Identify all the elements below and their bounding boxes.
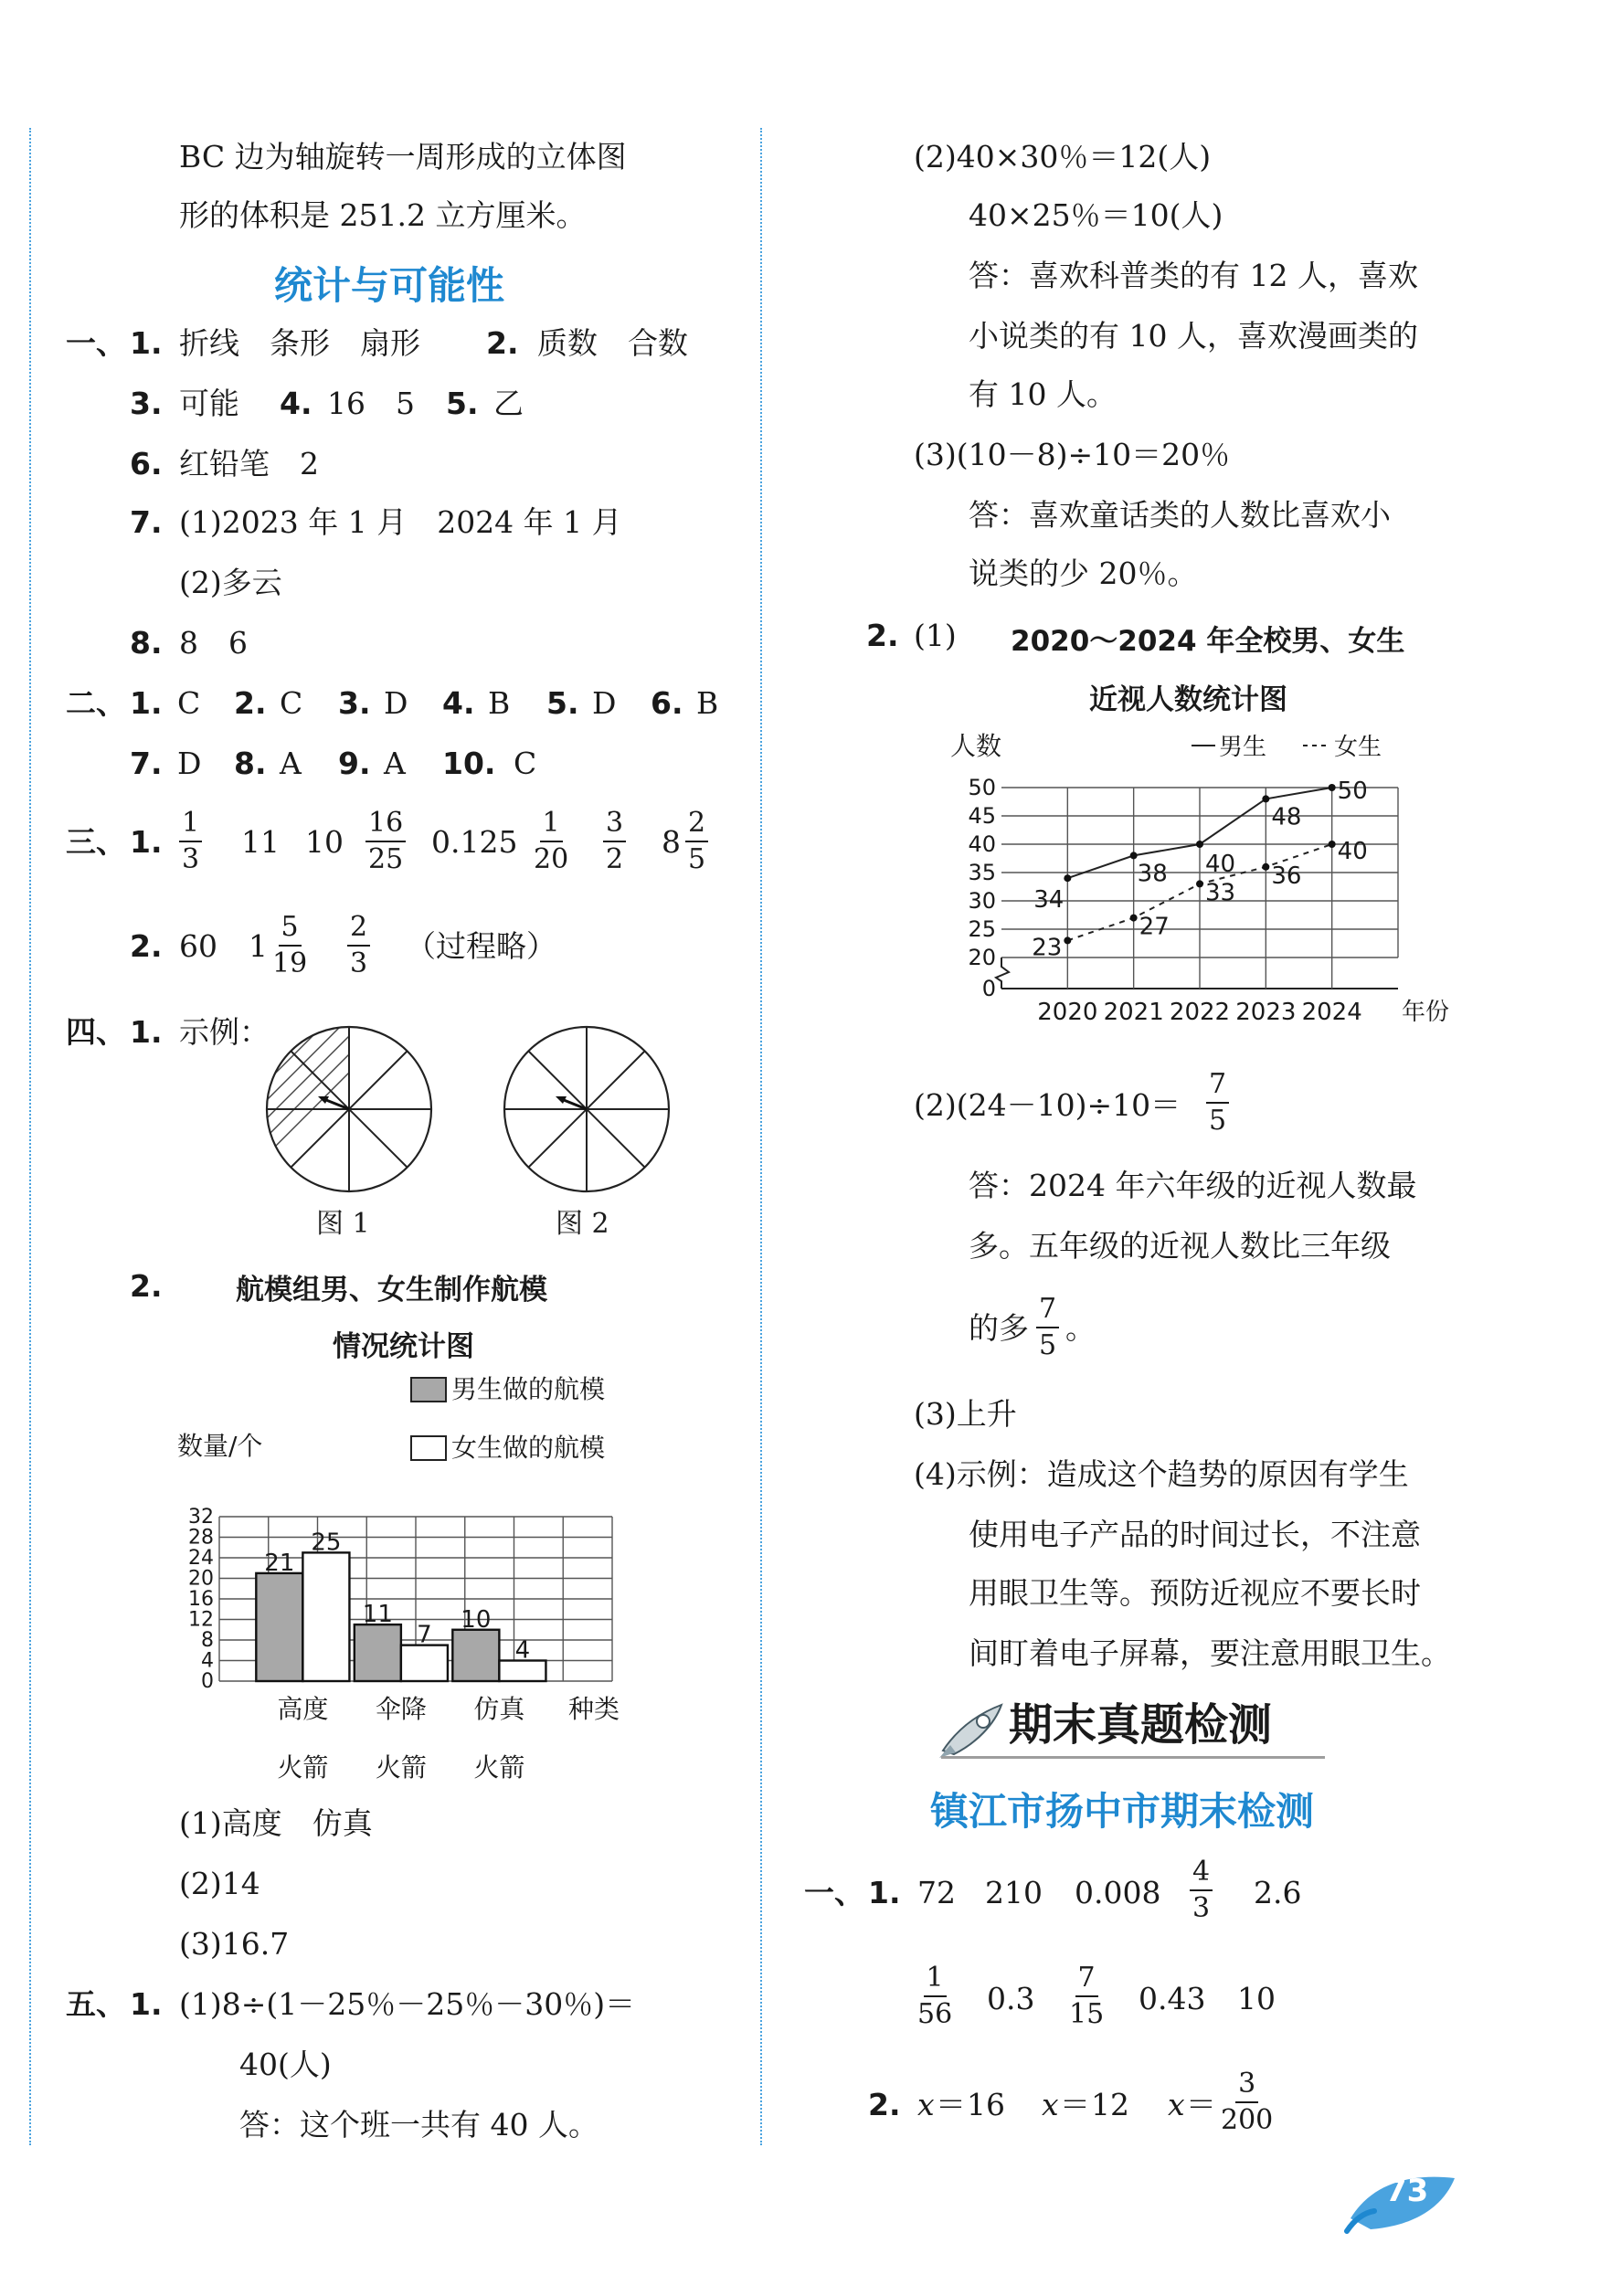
answer: 可能 — [179, 386, 239, 421]
y-tick-label: 12 — [188, 1608, 214, 1632]
line-chart-title-line-1: 2020～2024 年全校男、女生 — [1011, 625, 1405, 658]
numerator: 4 — [1190, 1855, 1213, 1891]
q-number: 7. — [130, 504, 163, 540]
x-tick-label: 2024 — [1301, 999, 1362, 1026]
solution-answer: 间盯着电子屏幕，要注意用眼卫生。 — [969, 1635, 1451, 1671]
fraction — [917, 1961, 952, 2032]
bar-answer-1: (1)高度 仿真 — [179, 1805, 373, 1841]
answer: 12 — [1091, 2087, 1129, 2122]
bar — [401, 1645, 448, 1681]
denominator: 19 — [272, 947, 308, 979]
data-point — [1329, 841, 1336, 848]
answer: C — [514, 746, 537, 781]
section-4-label: 四、 — [66, 1014, 126, 1050]
section-1-label: 一、 — [66, 325, 126, 361]
bar — [355, 1624, 401, 1681]
spinner-figure-2 — [495, 1018, 678, 1201]
equals-sign: ＝ — [936, 2087, 966, 2122]
bar-value-label: 10 — [461, 1605, 492, 1634]
q-number: 8. — [130, 625, 163, 661]
answer: 2.6 — [1254, 1875, 1302, 1910]
fraction — [179, 806, 202, 877]
variable: x — [1042, 2087, 1059, 2122]
answer: 0.008 — [1075, 1875, 1161, 1910]
data-point — [1130, 852, 1138, 859]
data-point — [1130, 915, 1138, 922]
line-chart-title-line-2: 近视人数统计图 — [1089, 683, 1287, 716]
mixed-number-whole: 8 — [662, 824, 681, 860]
q-number: 2. — [130, 928, 163, 964]
equals-sign: ＝ — [1186, 2087, 1216, 2122]
answer: A — [384, 746, 406, 781]
solution-line: (3)(10－8)÷10＝20％ — [914, 437, 1231, 472]
q-number: 3. — [338, 685, 371, 721]
data-label: 48 — [1271, 803, 1302, 831]
answer: 0.125 — [431, 824, 518, 860]
data-label: 40 — [1205, 851, 1236, 878]
bar-chart-title-line-1: 航模组男、女生制作航模 — [236, 1274, 547, 1307]
answer: 11 — [241, 824, 280, 860]
answer: D — [384, 685, 408, 721]
data-label: 50 — [1337, 778, 1368, 805]
solution-answer: 说类的少 20％。 — [969, 555, 1198, 591]
bar-answer-3: (3)16.7 — [179, 1926, 290, 1962]
answer: 8 6 — [179, 625, 248, 661]
y-tick-label: 40 — [968, 831, 996, 857]
q-number: 1. — [130, 1014, 163, 1050]
intro-line-1: BC 边为轴旋转一周形成的立体图 — [179, 139, 627, 175]
x-tick-label: 火箭 — [277, 1752, 329, 1782]
left-margin-line — [29, 128, 31, 2145]
q-number: 5. — [446, 386, 479, 421]
y-tick-label: 4 — [201, 1649, 214, 1673]
mixed-number-whole: 1 — [249, 928, 268, 964]
y-tick-label: 20 — [188, 1567, 214, 1591]
solution-answer: 使用电子产品的时间过长，不注意 — [969, 1517, 1421, 1552]
data-label: 33 — [1205, 879, 1236, 907]
answer: D — [177, 746, 202, 781]
q-number: 8. — [234, 746, 267, 781]
denominator: 2 — [606, 843, 624, 875]
section-5-label: 五、 — [66, 1986, 126, 2022]
y-tick-label: 45 — [968, 803, 996, 829]
solution-line: 40(人) — [239, 2047, 332, 2082]
rocket-icon — [936, 1698, 1009, 1762]
y-tick-label: 35 — [968, 860, 996, 885]
exam-subtitle: 镇江市扬中市期末检测 — [930, 1789, 1315, 1834]
bar-value-label: 4 — [514, 1636, 531, 1665]
q-number: 1. — [130, 824, 163, 860]
y-axis-label: 人数 — [950, 731, 1002, 761]
y-tick-label: 28 — [188, 1526, 214, 1550]
y-tick-label: 8 — [201, 1629, 214, 1652]
data-point — [1329, 784, 1336, 791]
page-number: 73 — [1385, 2173, 1429, 2209]
answer: (2)多云 — [179, 565, 282, 600]
denominator: 3 — [350, 947, 368, 979]
spinner-figure-1 — [258, 1018, 440, 1201]
example-label: 示例： — [179, 1014, 270, 1050]
q-number: 7. — [130, 746, 163, 781]
answer: 10 — [305, 824, 344, 860]
data-point — [1262, 863, 1269, 871]
numerator: 1 — [179, 806, 202, 842]
legend-swatch — [411, 1436, 446, 1460]
denominator: 3 — [1192, 1892, 1211, 1924]
figure-1-caption: 图 1 — [316, 1208, 370, 1240]
denominator: 3 — [182, 843, 200, 875]
denominator: 15 — [1069, 1998, 1105, 2030]
q-number: 1. — [868, 1875, 901, 1910]
x-tick-label: 2021 — [1103, 999, 1164, 1026]
y-tick-label: 50 — [968, 775, 996, 800]
bar-value-label: 21 — [264, 1549, 295, 1577]
answer: 60 — [179, 928, 217, 964]
sub-question-label: (1) — [914, 618, 957, 653]
x-tick-label: 高度 — [277, 1694, 329, 1724]
q-number: 3. — [130, 386, 163, 421]
legend-label: 女生 — [1334, 734, 1382, 761]
fraction — [1206, 1067, 1229, 1138]
data-label: 36 — [1271, 862, 1302, 890]
legend-label: 女生做的航模 — [451, 1433, 606, 1463]
y-tick-label: 32 — [188, 1506, 214, 1529]
answer: 16 — [967, 2087, 1005, 2122]
q-number: 2. — [130, 1268, 163, 1304]
x-tick-label: 仿真 — [473, 1694, 525, 1724]
bar-value-label: 25 — [311, 1529, 342, 1557]
answer: (1)2023 年 1 月 2024 年 1 月 — [179, 504, 622, 540]
numerator: 7 — [1075, 1961, 1098, 1997]
fraction — [1221, 2067, 1273, 2138]
solution-answer: 。 — [1065, 1310, 1096, 1346]
data-label: 23 — [1032, 934, 1063, 962]
q-number: 1. — [130, 1986, 163, 2022]
solution-answer: 答：2024 年六年级的近视人数最 — [969, 1168, 1417, 1203]
solution-answer: (4)示例：造成这个趋势的原因有学生 — [914, 1456, 1409, 1492]
column-divider — [760, 128, 762, 2145]
x-axis-label: 种类 — [567, 1694, 620, 1724]
x-axis-label: 年份 — [1401, 999, 1449, 1026]
answer: B — [696, 685, 719, 721]
solution-line: 40×25％＝10(人) — [969, 197, 1223, 233]
answer: 210 — [985, 1875, 1043, 1910]
bar-chart-title-line-2: 情况统计图 — [333, 1330, 474, 1363]
x-tick-label: 2020 — [1037, 999, 1098, 1026]
q-number: 5. — [546, 685, 579, 721]
fraction — [1069, 1961, 1104, 2032]
line-chart — [950, 722, 1462, 1051]
bar-answer-2: (2)14 — [179, 1866, 260, 1901]
numerator: 1 — [540, 806, 563, 842]
answer: B — [488, 685, 511, 721]
data-point — [1064, 874, 1071, 882]
solution-answer: (3)上升 — [914, 1396, 1017, 1432]
answer: C — [177, 685, 201, 721]
variable: x — [1168, 2087, 1185, 2122]
numerator: 3 — [603, 806, 626, 842]
denominator: 56 — [917, 1998, 953, 2030]
q-number: 2. — [868, 2087, 901, 2122]
exam-section-1-label: 一、 — [804, 1875, 864, 1910]
x-tick-label: 伞降 — [375, 1694, 427, 1724]
answer: 红铅笔 2 — [179, 446, 319, 481]
y-axis-label: 数量/个 — [177, 1431, 263, 1461]
numerator: 16 — [365, 806, 406, 842]
intro-line-2: 形的体积是 251.2 立方厘米。 — [179, 197, 587, 233]
fraction — [603, 806, 626, 877]
fraction — [534, 806, 568, 877]
y-tick-label: 24 — [188, 1547, 214, 1570]
legend-label: 男生做的航模 — [451, 1374, 606, 1404]
data-label: 40 — [1337, 838, 1368, 865]
solution-answer: 有 10 人。 — [969, 376, 1117, 412]
answer: 72 — [917, 1875, 956, 1910]
bar-value-label: 7 — [417, 1621, 432, 1649]
data-label: 27 — [1139, 913, 1170, 941]
denominator: 200 — [1221, 2104, 1274, 2136]
answer: D — [592, 685, 617, 721]
answer: 16 5 — [327, 386, 415, 421]
denominator: 5 — [688, 843, 706, 875]
x-tick-label: 火箭 — [473, 1752, 525, 1782]
bar-chart — [164, 1361, 676, 1782]
numerator: 7 — [1206, 1067, 1229, 1104]
numerator: 3 — [1235, 2067, 1258, 2103]
equals-sign: ＝ — [1060, 2087, 1090, 2122]
q-number: 2. — [234, 685, 267, 721]
answer: C — [280, 685, 303, 721]
solution-answer: 小说类的有 10 人，喜欢漫画类的 — [969, 318, 1418, 354]
note: （过程略） — [406, 928, 556, 964]
solution-answer: 答：喜欢科普类的有 12 人，喜欢 — [969, 258, 1418, 293]
section-heading: 统计与可能性 — [274, 263, 505, 308]
answer: 折线 条形 扇形 — [179, 325, 420, 361]
data-point — [1196, 880, 1203, 887]
q-number: 6. — [651, 685, 683, 721]
numerator: 7 — [1036, 1292, 1059, 1328]
answer: 乙 — [493, 386, 524, 421]
fraction — [347, 910, 370, 981]
answer: 质数 合数 — [537, 325, 688, 361]
q-number: 10. — [442, 746, 496, 781]
fraction — [685, 806, 708, 877]
numerator: 5 — [279, 910, 302, 947]
q-number: 2. — [486, 325, 519, 361]
answer: 10 — [1237, 1981, 1276, 2016]
solution-line: (1)8÷(1－25％－25％－30％)＝ — [179, 1986, 636, 2022]
y-tick-label: 25 — [968, 916, 996, 942]
section-2-label: 二、 — [66, 685, 126, 721]
axis-break — [996, 958, 1009, 989]
numerator: 1 — [924, 1961, 947, 1997]
denominator: 5 — [1039, 1329, 1057, 1361]
x-tick-label: 2023 — [1235, 999, 1297, 1026]
fraction — [1036, 1292, 1059, 1363]
q-number: 9. — [338, 746, 371, 781]
exam-section-title: 期末真题检测 — [1009, 1699, 1273, 1751]
section-3-label: 三、 — [66, 824, 126, 860]
data-label: 38 — [1137, 860, 1168, 888]
denominator: 25 — [368, 843, 404, 875]
bar-value-label: 11 — [362, 1601, 393, 1629]
solution-answer: 答：喜欢童话类的人数比喜欢小 — [969, 497, 1391, 533]
solution-line: (2)40×30％＝12(人) — [914, 139, 1212, 175]
x-tick-label: 2022 — [1169, 999, 1231, 1026]
q-number: 1. — [130, 685, 163, 721]
y-tick-label: 16 — [188, 1588, 214, 1611]
q-number: 6. — [130, 446, 163, 481]
y-tick-label: 0 — [981, 976, 996, 1001]
numerator: 2 — [685, 806, 708, 842]
variable: x — [917, 2087, 935, 2122]
legend-label: 男生 — [1219, 734, 1267, 761]
denominator: 20 — [534, 843, 569, 875]
q-number: 4. — [280, 386, 312, 421]
x-tick-label: 火箭 — [375, 1752, 427, 1782]
bar — [302, 1552, 349, 1681]
legend-swatch — [411, 1378, 446, 1402]
q-number: 4. — [442, 685, 475, 721]
data-point — [1262, 795, 1269, 802]
solution-answer: 答：这个班一共有 40 人。 — [239, 2107, 598, 2143]
answer: 0.43 — [1139, 1981, 1206, 2016]
exam-title-underline — [941, 1756, 1325, 1759]
bar — [256, 1573, 302, 1681]
q-number: 2. — [866, 618, 899, 653]
denominator: 5 — [1209, 1105, 1227, 1137]
numerator: 2 — [347, 910, 370, 947]
fraction — [272, 910, 307, 981]
fraction — [365, 806, 406, 877]
answer: 0.3 — [987, 1981, 1035, 2016]
data-point — [1064, 936, 1071, 944]
y-tick-label: 0 — [201, 1670, 214, 1693]
fraction — [1190, 1855, 1213, 1926]
figure-2-caption: 图 2 — [556, 1208, 609, 1240]
solution-answer: 多。五年级的近视人数比三年级 — [969, 1228, 1391, 1264]
y-tick-label: 20 — [968, 945, 996, 970]
data-label: 34 — [1033, 886, 1065, 915]
y-tick-label: 30 — [968, 888, 996, 914]
equation-lhs: (2)(24－10)÷10＝ — [914, 1087, 1181, 1123]
answer: A — [280, 746, 302, 781]
data-point — [1196, 841, 1203, 848]
q-number: 1. — [130, 325, 163, 361]
solution-answer: 用眼卫生等。预防近视应不要长时 — [969, 1575, 1421, 1611]
bar — [452, 1630, 499, 1681]
solution-answer: 的多 — [969, 1310, 1029, 1346]
